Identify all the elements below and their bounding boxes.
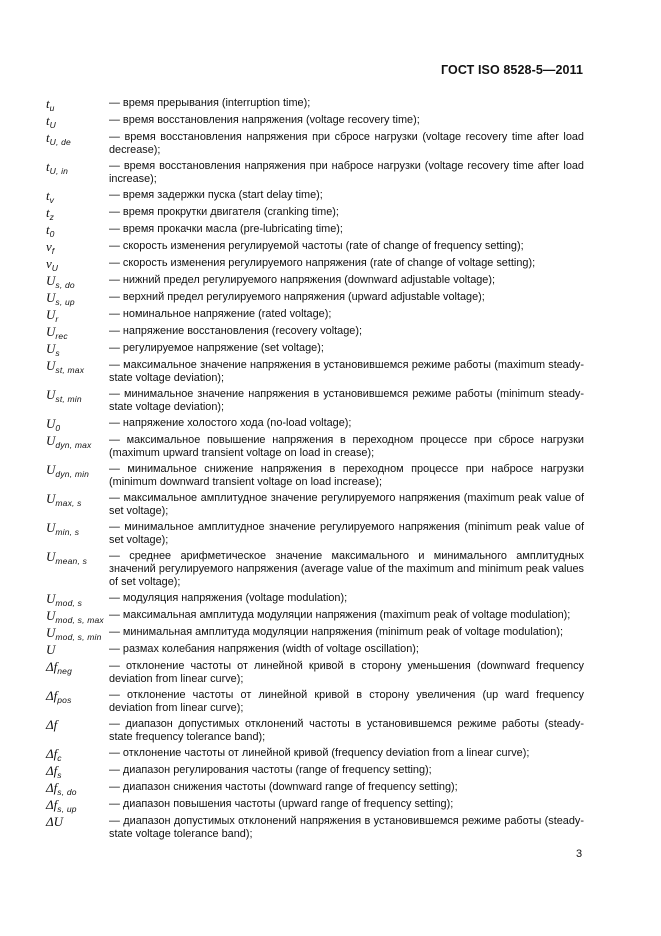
symbol-description: — диапазон снижения частоты (downward range of frequency setting);: [109, 781, 458, 793]
symbol: [46, 780, 109, 795]
symbol: [46, 256, 109, 271]
symbol-description: — модуляция напряжения (voltage modulation);: [109, 592, 348, 604]
symbol-entry: [46, 307, 584, 322]
symbol-entry: [46, 763, 584, 778]
symbol-entry: [46, 96, 584, 111]
symbol-main: v: [46, 256, 52, 271]
symbol-subscript: max, s: [55, 498, 82, 508]
symbol-subscript: dyn, min: [55, 469, 90, 479]
symbol-entry: [46, 188, 584, 203]
symbol-entry: [46, 746, 584, 761]
symbol: [46, 130, 109, 145]
symbol-subscript: U, in: [49, 166, 69, 176]
symbol-description: — скорость изменения регулируемой частоты (rate of change of frequency setting);: [109, 240, 524, 252]
symbol-description: — время восстановления напряжения при набросе нагрузки (voltage recovery time after load increase);: [109, 160, 584, 185]
symbol-main: U: [46, 307, 56, 322]
symbol: [46, 358, 109, 373]
symbol-description: — отклонение частоты от линейной кривой (frequency deviation from a linear curve);: [109, 747, 530, 759]
symbol: [46, 416, 109, 431]
symbol-entry: [46, 256, 584, 271]
symbol-main: t: [46, 205, 50, 220]
symbol-main: U: [46, 491, 56, 506]
symbol: [46, 608, 109, 623]
symbol-main: Δf: [46, 797, 58, 812]
symbol-entry: [46, 642, 584, 657]
symbol: [46, 433, 109, 448]
page-number: 3: [576, 848, 583, 860]
symbol-main: t: [46, 159, 50, 174]
symbol-description: — минимальное значение напряжения в установившемся режиме работы (minimum steady-state voltage deviation);: [109, 388, 584, 413]
symbol-main: U: [46, 358, 56, 373]
symbol-main: U: [46, 341, 56, 356]
symbol-description: — отклонение частоты от линейной кривой в сторону увеличения (up ward frequency deviation from linear curve);: [109, 689, 584, 714]
symbol-entry: [46, 491, 584, 518]
symbol-subscript: s, up: [57, 804, 77, 814]
symbol-subscript: r: [55, 314, 59, 324]
symbol-main: U: [46, 642, 56, 657]
symbol: [46, 491, 109, 506]
symbol-main: U: [46, 608, 56, 623]
symbol-description: — диапазон допустимых отклонений напряжения в установившемся режиме работы (steady-state voltage tolerance band);: [109, 815, 584, 840]
symbol: [46, 462, 109, 477]
symbol-entry: [46, 520, 584, 547]
document-header-title: ГОСТ ISO 8528-5—2011: [440, 63, 583, 77]
symbol-subscript: pos: [57, 695, 72, 705]
symbol-description: — максимальное амплитудное значение регулируемого напряжения (maximum peak value of set voltage);: [109, 492, 584, 517]
symbol-entry: [46, 290, 584, 305]
symbol-main: Δf: [46, 659, 58, 674]
symbol-main: t: [46, 222, 50, 237]
symbol-subscript: mod, s: [55, 598, 83, 608]
symbol-subscript: st, max: [55, 365, 85, 375]
symbol-main: t: [46, 188, 50, 203]
symbol-entry: [46, 222, 584, 237]
symbol-description: — максимальное повышение напряжения в переходном процессе при сбросе нагрузки (maximum upward transient voltage on load in crease);: [109, 434, 584, 459]
symbol-description: — среднее арифметическое значение максимального и минимального амплитудных значений регулируемого напряжения (average value of the maximum and minimum peak values of set voltage);: [109, 550, 584, 588]
symbol-main: ΔU: [46, 814, 64, 829]
symbol-description: — время восстановления напряжения при сбросе нагрузки (voltage recovery time after load decrease);: [109, 131, 584, 156]
symbol: [46, 273, 109, 288]
symbol-subscript: U: [49, 120, 56, 130]
symbol: [46, 159, 109, 174]
symbol-description: — минимальная амплитуда модуляции напряжения (minimum peak of voltage modulation);: [109, 626, 564, 638]
symbol-main: t: [46, 113, 50, 128]
symbol-entry: [46, 387, 584, 414]
symbol-subscript: 0: [49, 229, 55, 239]
symbol: [46, 188, 109, 203]
symbol-main: Δf: [46, 688, 58, 703]
symbol: [46, 763, 109, 778]
symbol-subscript: mod, s, min: [55, 632, 102, 642]
symbol-entry: [46, 591, 584, 606]
symbol-entry: [46, 814, 584, 841]
symbol-entry: [46, 625, 584, 640]
symbol-entry: [46, 130, 584, 157]
symbol-entry: [46, 549, 584, 589]
symbol-main: Δf: [46, 717, 58, 732]
symbol-description: — время прокачки масла (pre-lubricating time);: [109, 223, 343, 235]
symbol-description: — максимальное значение напряжения в установившемся режиме работы (maximum steady-state voltage deviation);: [109, 359, 584, 384]
symbol-entry: [46, 659, 584, 686]
symbol-description: — время восстановления напряжения (voltage recovery time);: [109, 114, 420, 126]
symbol-subscript: f: [51, 246, 55, 256]
symbol: [46, 746, 109, 761]
symbol-subscript: min, s: [55, 527, 80, 537]
symbol-description: — диапазон регулирования частоты (range of frequency setting);: [109, 764, 432, 776]
symbol-subscript: v: [49, 195, 55, 205]
symbol-entry: [46, 273, 584, 288]
symbol: [46, 717, 109, 732]
symbol: [46, 549, 109, 564]
symbol-description: — время задержки пуска (start delay time);: [109, 189, 323, 201]
symbol-entry: [46, 113, 584, 128]
symbol-main: U: [46, 433, 56, 448]
symbol-subscript: U: [51, 263, 59, 273]
symbol-main: Δf: [46, 763, 58, 778]
symbol-description: — напряжение холостого хода (no-load voltage);: [109, 417, 352, 429]
symbol: [46, 625, 109, 640]
symbol-description: — напряжение восстановления (recovery voltage);: [109, 325, 362, 337]
symbol-entry: [46, 416, 584, 431]
symbol-entry: [46, 797, 584, 812]
symbol-subscript: s, do: [55, 280, 75, 290]
symbol-entry: [46, 341, 584, 356]
symbol-description: — номинальное напряжение (rated voltage);: [109, 308, 332, 320]
symbol-entry: [46, 159, 584, 186]
symbol-subscript: c: [57, 753, 62, 763]
symbol-description: — размах колебания напряжения (width of voltage oscillation);: [109, 643, 419, 655]
symbol-list: [46, 96, 584, 843]
symbol-entry: [46, 433, 584, 460]
symbol-main: U: [46, 416, 56, 431]
symbol-subscript: mod, s, max: [55, 615, 104, 625]
symbol: [46, 113, 109, 128]
symbol-main: t: [46, 130, 50, 145]
symbol-entry: [46, 688, 584, 715]
symbol-main: U: [46, 290, 56, 305]
symbol-description: — минимальное амплитудное значение регулируемого напряжения (minimum peak value of set voltage);: [109, 521, 584, 546]
symbol-description: — диапазон повышения частоты (upward range of frequency setting);: [109, 798, 454, 810]
symbol: [46, 591, 109, 606]
symbol-entry: [46, 358, 584, 385]
symbol-entry: [46, 608, 584, 623]
symbol-main: U: [46, 625, 56, 640]
symbol-entry: [46, 205, 584, 220]
symbol: [46, 96, 109, 111]
symbol-subscript: s: [57, 770, 62, 780]
symbol-subscript: rec: [55, 331, 68, 341]
symbol-description: — регулируемое напряжение (set voltage);: [109, 342, 324, 354]
symbol: [46, 688, 109, 703]
symbol: [46, 814, 109, 829]
symbol-entry: [46, 717, 584, 744]
symbol-main: U: [46, 387, 56, 402]
symbol: [46, 222, 109, 237]
symbol: [46, 307, 109, 322]
symbol-main: Δf: [46, 746, 58, 761]
symbol-description: — верхний предел регулируемого напряжения (upward adjustable voltage);: [109, 291, 485, 303]
symbol-main: U: [46, 591, 56, 606]
symbol: [46, 341, 109, 356]
symbol-description: — отклонение частоты от линейной кривой в сторону уменьшения (downward frequency deviation from linear curve);: [109, 660, 584, 685]
symbol-subscript: 0: [55, 423, 61, 433]
symbol-main: t: [46, 96, 50, 111]
symbol-subscript: s, up: [55, 297, 75, 307]
symbol: [46, 520, 109, 535]
symbol-main: U: [46, 273, 56, 288]
symbol-subscript: neg: [57, 666, 73, 676]
symbol-description: — диапазон допустимых отклонений частоты в установившемся режиме работы (steady-state frequency tolerance band);: [109, 718, 584, 743]
symbol-description: — скорость изменения регулируемого напряжения (rate of change of voltage setting);: [109, 257, 536, 269]
symbol-description: — время прокрутки двигателя (cranking time);: [109, 206, 339, 218]
symbol-subscript: s: [55, 348, 60, 358]
symbol-main: U: [46, 462, 56, 477]
symbol: [46, 290, 109, 305]
symbol: [46, 387, 109, 402]
symbol: [46, 205, 109, 220]
symbol-subscript: mean, s: [55, 556, 88, 566]
symbol: [46, 642, 109, 657]
symbol-subscript: u: [49, 103, 55, 113]
symbol-subscript: st, min: [55, 394, 82, 404]
symbol-subscript: dyn, max: [55, 440, 92, 450]
symbol-subscript: s, do: [57, 787, 77, 797]
symbol: [46, 324, 109, 339]
symbol-main: U: [46, 324, 56, 339]
symbol-main: U: [46, 520, 56, 535]
symbol-entry: [46, 239, 584, 254]
symbol-subscript: z: [49, 212, 55, 222]
symbol-main: Δf: [46, 780, 58, 795]
symbol-main: v: [46, 239, 52, 254]
symbol-main: U: [46, 549, 56, 564]
symbol-description: — нижний предел регулируемого напряжения (downward adjustable voltage);: [109, 274, 496, 286]
symbol-description: — время прерывания (interruption time);: [109, 97, 311, 109]
symbol: [46, 797, 109, 812]
symbol-description: — минимальное снижение напряжения в переходном процессе при набросе нагрузки (minimum downward transient voltage on load increase);: [109, 463, 584, 488]
symbol-description: — максимальная амплитуда модуляции напряжения (maximum peak of voltage modulation);: [109, 609, 571, 621]
symbol-entry: [46, 462, 584, 489]
symbol-subscript: U, de: [49, 137, 71, 147]
symbol: [46, 239, 109, 254]
symbol: [46, 659, 109, 674]
symbol-entry: [46, 780, 584, 795]
symbol-entry: [46, 324, 584, 339]
